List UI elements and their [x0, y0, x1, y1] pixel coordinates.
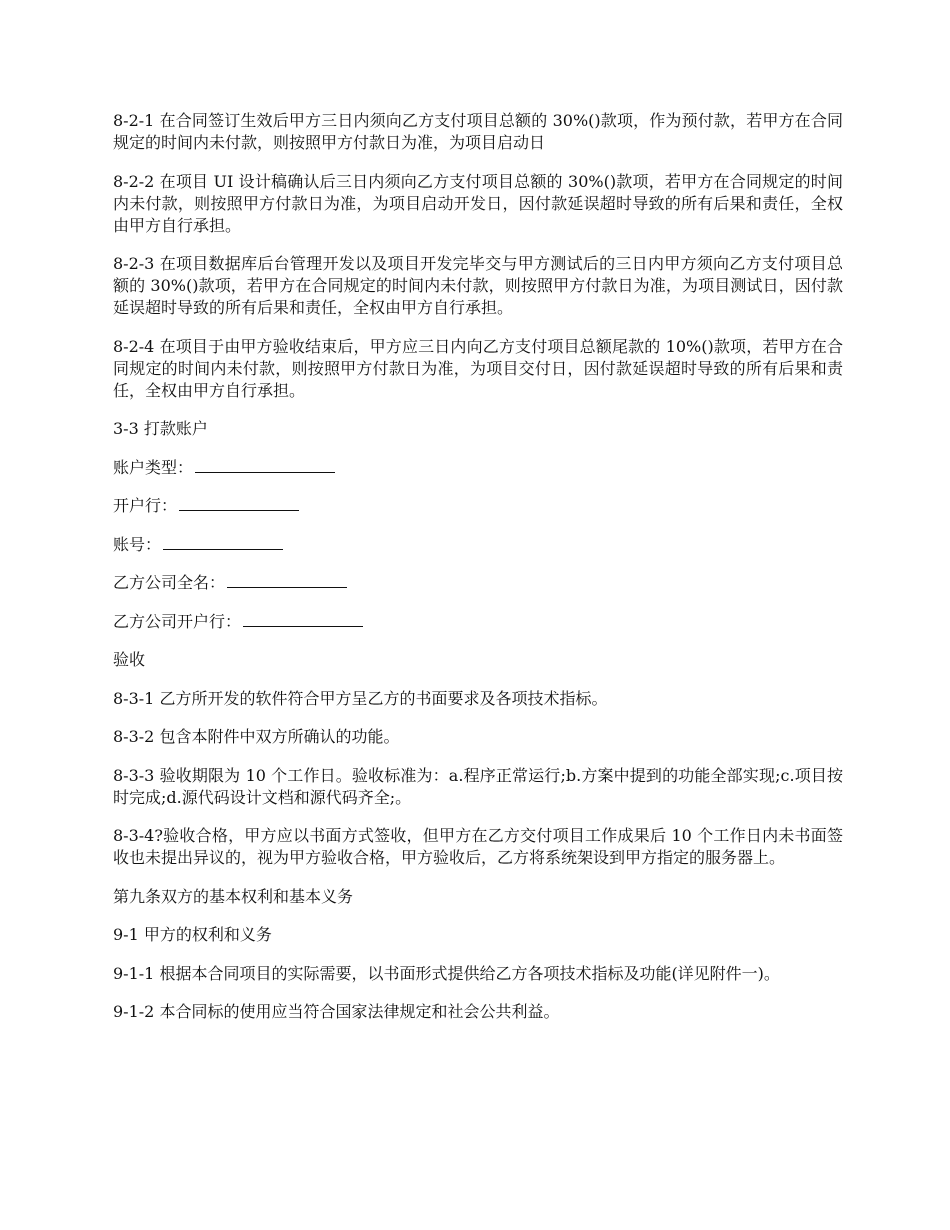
clause-8-2-3: 8-2-3 在项目数据库后台管理开发以及项目开发完毕交与甲方测试后的三日内甲方须向乙方支付项目总额的 30%()款项，若甲方在合同规定的时间内未付款，则按照甲方付款日为准，为项目测试日，因付款延误超时导致的所有后果和责任，全权由甲方自行承担。 [113, 254, 843, 317]
field-company-name-blank [227, 572, 347, 588]
field-account-no-blank [163, 534, 283, 550]
field-account-type [113, 457, 843, 479]
section-acceptance: 验收 [113, 650, 146, 669]
clause-8-2-1: 8-2-1 在合同签订生效后甲方三日内须向乙方支付项目总额的 30%()款项，作为预付款，若甲方在合同规定的时间内未付款，则按照甲方付款日为准，为项目启动日 [113, 111, 843, 152]
clause-8-3-3: 8-3-3 验收期限为 10 个工作日。验收标准为：a.程序正常运行;b.方案中提到的功能全部实现;c.项目按时完成;d.源代码设计文档和源代码齐全;。 [113, 765, 843, 807]
field-account-type-blank [195, 457, 335, 473]
document-page [113, 110, 843, 1040]
article-9-heading: 第九条双方的基本权利和基本义务 [113, 886, 354, 906]
clause-9-1-1: 9-1-1 根据本合同项目的实际需要，以书面形式提供给乙方各项技术指标及功能(详见附件一)。 [113, 963, 780, 983]
section-payment-account: 3-3 打款账户 [113, 419, 208, 438]
clause-9-1-2: 9-1-2 本合同标的使用应当符合国家法律规定和社会公共利益。 [113, 1002, 560, 1021]
clause-8-3-4: 8-3-4?验收合格，甲方应以书面方式签收，但甲方在乙方交付项目工作成果后 10 个工作日内未书面签收也未提出异议的，视为甲方验收合格，甲方验收后，乙方将系统架设到甲方指定的服务器上。 [113, 826, 843, 867]
clause-8-3-2: 8-3-2 包含本附件中双方所确认的功能。 [113, 727, 400, 746]
field-account-type-label: 账户类型： [113, 457, 194, 477]
section-9-1: 9-1 甲方的权利和义务 [113, 925, 272, 944]
field-company-bank-blank [243, 611, 363, 627]
field-bank-label: 开户行： [113, 496, 178, 515]
field-bank-blank [179, 495, 299, 511]
field-company-name-label: 乙方公司全名： [113, 573, 226, 592]
clause-8-2-2: 8-2-2 在项目 UI 设计稿确认后三日内须向乙方支付项目总额的 30%()款项，若甲方在合同规定的时间内未付款，则按照甲方付款日为准，为项目启动开发日，因付款延误超时导致的所有后果和责任，全权由甲方自行承担。 [113, 171, 843, 235]
field-company-bank [113, 611, 843, 633]
field-account-no-label: 账号： [113, 534, 162, 554]
clause-8-2-4: 8-2-4 在项目于由甲方验收结束后，甲方应三日内向乙方支付项目总额尾款的 10%()款项，若甲方在合同规定的时间内未付款，则按照甲方付款日为准，为项目交付日，因付款延误超时导致的所有后果和责任，全权由甲方自行承担。 [113, 336, 843, 400]
field-account-no [113, 534, 843, 556]
field-bank [113, 495, 843, 517]
field-company-name [113, 572, 843, 594]
field-company-bank-label: 乙方公司开户行： [113, 611, 242, 631]
clause-8-3-1: 8-3-1 乙方所开发的软件符合甲方呈乙方的书面要求及各项技术指标。 [113, 688, 608, 708]
